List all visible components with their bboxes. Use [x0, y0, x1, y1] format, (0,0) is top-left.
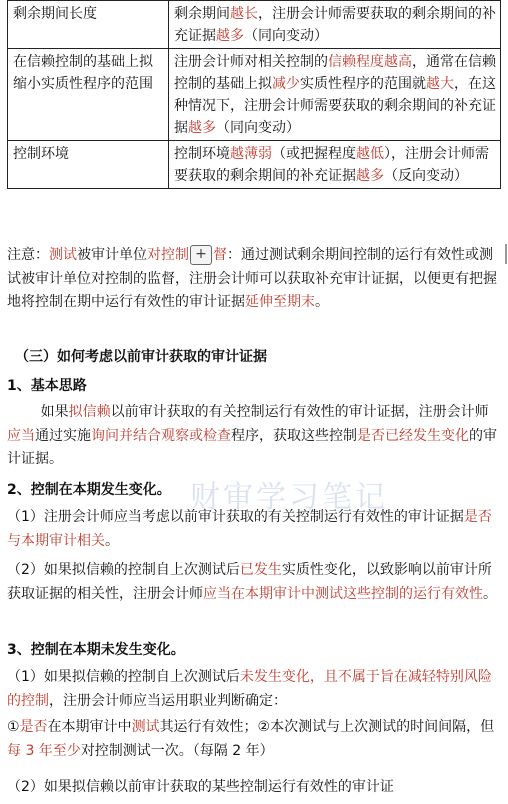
highlight-text: 越多	[188, 120, 216, 136]
note-highlight: 对控制	[147, 247, 189, 263]
note-text: ：通过测试剩余期间控制的运行有效性或测试被审计单位对控制的监督，注册会计师可以获取补充审计证据，以便更有把握地将控制在期中运行有效性的审计证据	[7, 247, 497, 310]
body-text: 实质性程序的范围就	[300, 76, 426, 92]
highlight-text: 越薄弱	[230, 146, 272, 162]
table-cell-description	[169, 49, 501, 141]
subheading-control-changed: 2、控制在本期发生变化。	[7, 482, 171, 498]
body-text: 在本期审计中	[47, 719, 132, 735]
body-text: 控制环境	[174, 146, 230, 162]
highlight-text: 应当	[7, 427, 35, 444]
highlight-text: 越长	[230, 6, 258, 22]
body-text: ，注册会计师需要获取的剩余期间的补充证据	[174, 6, 496, 44]
expand-plus-button[interactable]: +	[190, 245, 212, 265]
table-cell-factor: 在信赖控制的基础上拟缩小实质性程序的范围	[8, 49, 169, 141]
body-text: （1）注册会计师应当考虑以前审计获取的有关控制运行有效性的审计证据	[7, 509, 464, 525]
control-unchanged-paragraph-1	[7, 666, 501, 713]
body-text: 实质性变化，以致影响以前审计所获取证据的相关性，注册会计师	[7, 562, 492, 602]
subheading-basic-approach: 1、基本思路	[7, 378, 87, 394]
body-text: （同向变动）	[244, 28, 328, 44]
highlight-text: 越多	[216, 28, 244, 44]
body-text: （2）如果拟信赖以前审计获取的某些控制运行有效性的审计证	[7, 779, 394, 795]
highlight-text: 应当在本期审计中测试这些控制的运行有效性	[203, 585, 483, 602]
highlight-text: 询问并结合观察或检查	[91, 427, 231, 444]
note-paragraph	[7, 244, 501, 315]
body-text: （同向变动）	[216, 120, 300, 136]
table-cell-factor: 剩余期间长度	[8, 1, 169, 49]
table-cell-factor: 控制环境	[8, 141, 169, 189]
highlight-text: 信赖程度越高	[328, 54, 412, 70]
body-text: 的审计证据。	[7, 427, 497, 467]
highlight-text: 减少	[272, 76, 300, 92]
body-text: （或把握程度	[272, 146, 356, 162]
table-row	[8, 141, 501, 189]
control-unchanged-paragraph-3	[7, 776, 501, 800]
body-text: 程序，获取这些控制	[231, 427, 357, 444]
body-text: 。	[105, 532, 119, 549]
body-text: （2）如果拟信赖的控制自上次测试后	[7, 562, 240, 578]
body-text: （1）如果拟信赖的控制自上次测试后	[7, 669, 240, 685]
body-text: ，通常在信赖控制的基础上拟	[174, 54, 496, 92]
table-row	[8, 1, 501, 49]
highlight-text: 是否已经发生变化	[357, 427, 469, 444]
table-cell-description	[169, 141, 501, 189]
highlight-text: 拟信赖	[68, 404, 111, 420]
body-text: ①	[7, 719, 20, 735]
note-prefix: 注意：	[7, 247, 49, 263]
highlight-text: 已发生	[239, 562, 282, 578]
note-highlight: 督	[213, 247, 227, 263]
body-text: ，在这种情况下，注册会计师需要获取的剩余期间的补充证据	[174, 76, 496, 136]
table-cell-description	[169, 1, 501, 49]
body-text: 通过实施	[35, 427, 91, 444]
highlight-text: 每 3 年至少	[7, 742, 81, 759]
basic-approach-paragraph	[7, 401, 501, 472]
highlight-text: 越大	[426, 76, 454, 92]
scroll-indicator[interactable]	[505, 244, 507, 264]
body-text: 。	[483, 585, 497, 602]
note-text: 。	[315, 294, 329, 310]
highlight-text: 越多	[356, 168, 384, 184]
body-text: 以前审计获取的有关控制运行有效性的审计证据，注册会计师	[110, 404, 489, 420]
body-text: 其运行有效性；②本次测试与上次测试的时间间隔，但	[159, 719, 495, 735]
watermark-text: 财审学习笔记	[190, 480, 388, 515]
table-row	[8, 49, 501, 141]
comparison-table	[7, 0, 501, 189]
note-text: 被审计单位	[77, 247, 147, 263]
subheading-control-unchanged: 3、控制在本期未发生变化。	[7, 642, 185, 658]
highlight-text: 是否与本期审计相关	[7, 509, 492, 549]
body-text: 注册会计师对相关控制的	[174, 54, 328, 70]
section-heading: （三）如何考虑以前审计获取的审计证据	[15, 349, 267, 365]
body-text: 剩余期间	[174, 6, 230, 22]
note-highlight: 延伸至期末	[245, 294, 315, 310]
body-text: ，注册会计师应当运用职业判断确定：	[49, 692, 287, 709]
control-changed-paragraph-2	[7, 559, 501, 606]
body-text: ），注册会计师需要获取的剩余期间的补充证据	[174, 146, 489, 184]
highlight-text: 是否	[19, 719, 48, 735]
highlight-text: 未发生变化，且不属于旨在减轻特别风险的控制	[7, 669, 492, 709]
body-text: （反向变动）	[384, 168, 468, 184]
control-changed-paragraph-1	[7, 506, 501, 553]
note-highlight: 测试	[49, 247, 77, 263]
control-unchanged-paragraph-2	[7, 716, 501, 763]
highlight-text: 测试	[131, 719, 160, 735]
body-text: 对控制测试一次。（每隔 2 年）	[80, 742, 274, 759]
highlight-text: 越低	[356, 146, 384, 162]
body-text: 如果	[40, 404, 69, 420]
